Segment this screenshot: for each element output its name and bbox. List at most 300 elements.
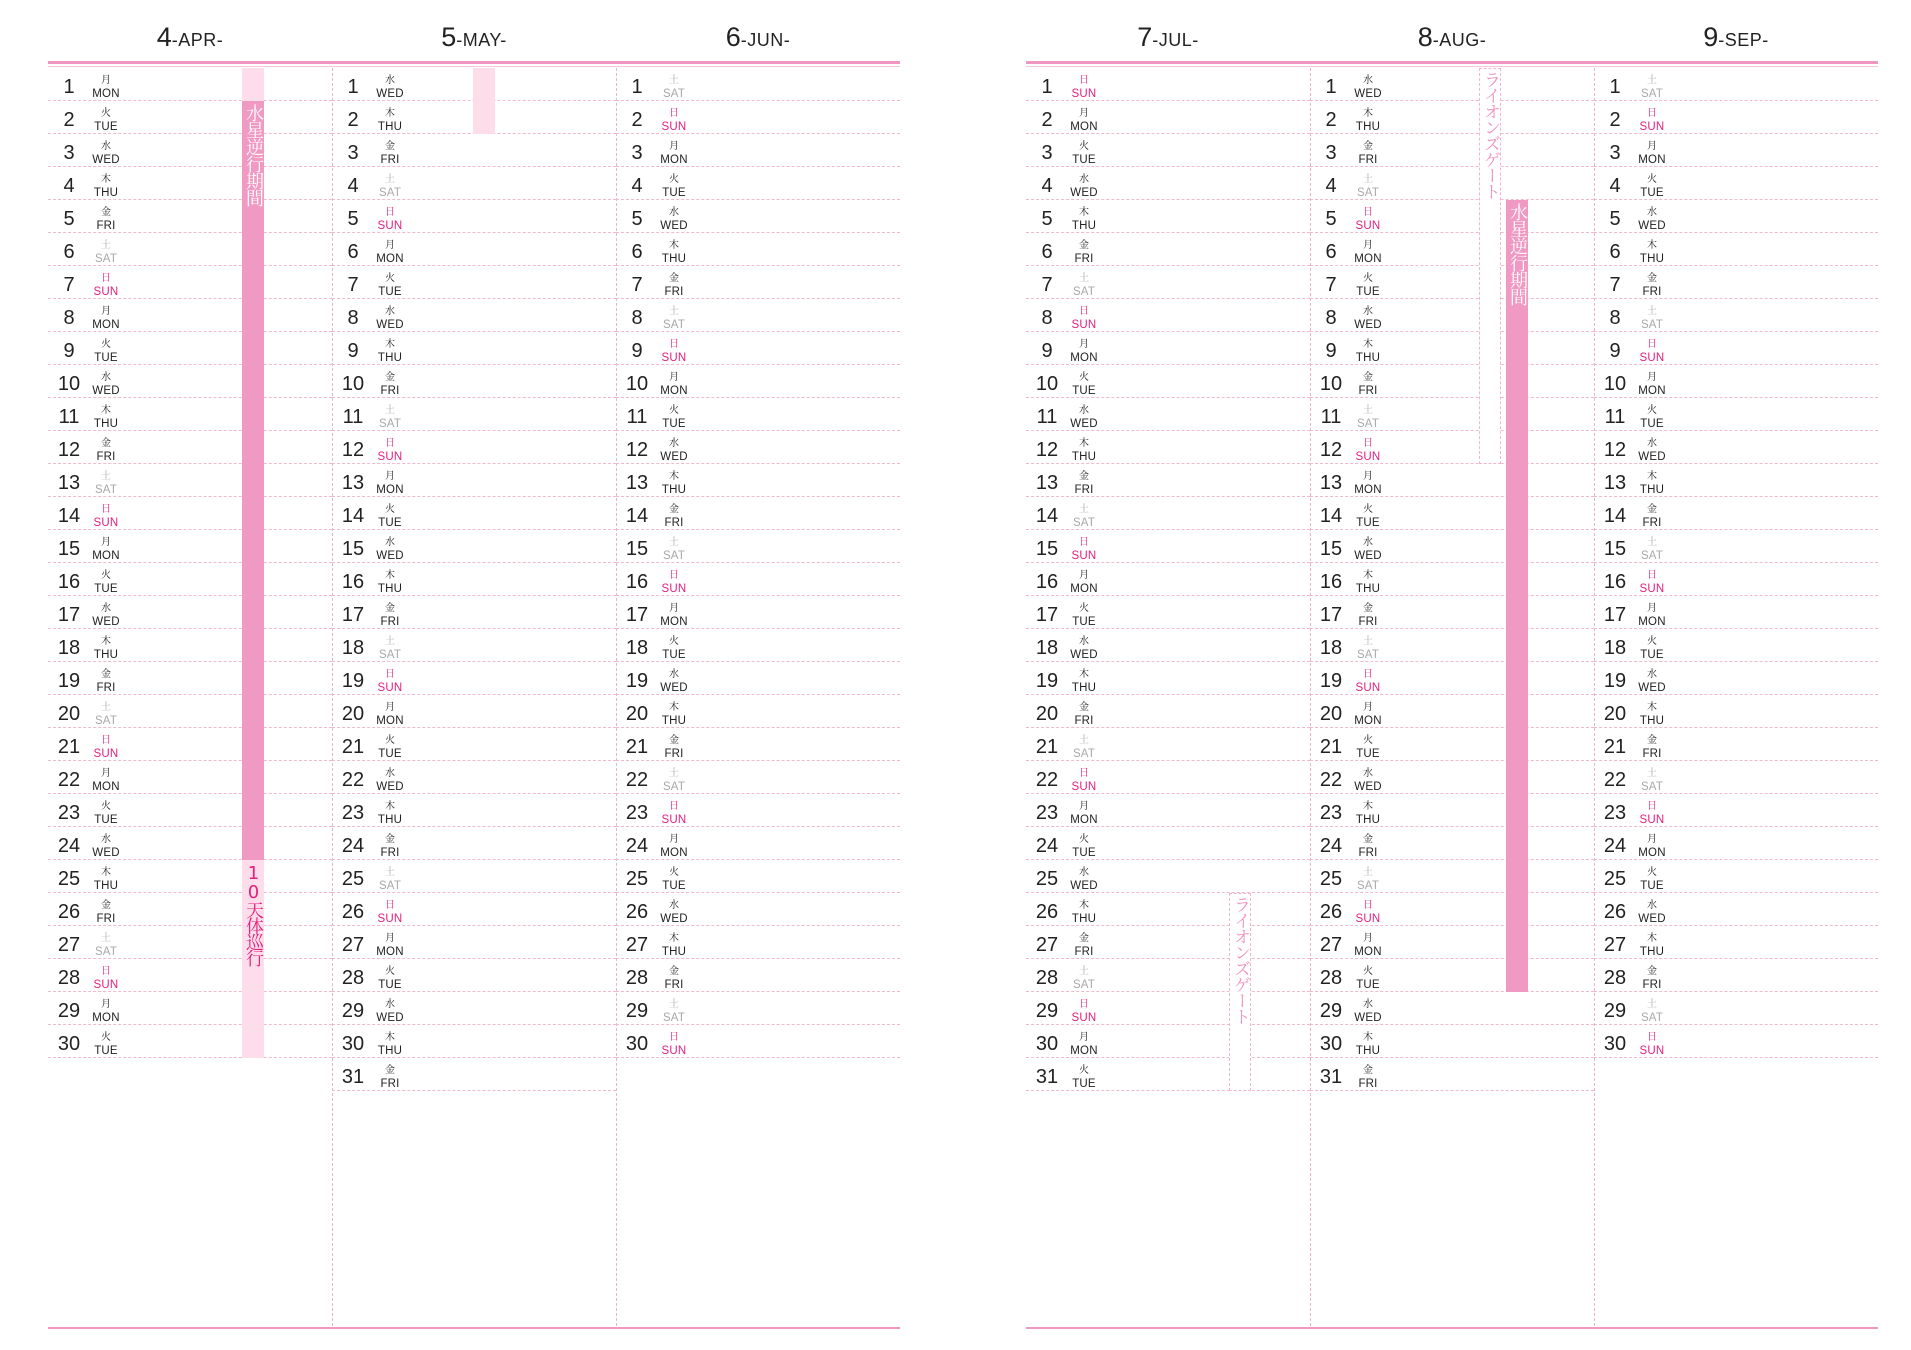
weekday-jp: 火	[1363, 735, 1373, 746]
day-row	[1026, 596, 1310, 629]
weekday-en: FRI	[1358, 1078, 1378, 1090]
weekday-label	[370, 668, 410, 695]
weekday-label	[654, 437, 694, 464]
day-number: 1	[1041, 76, 1053, 98]
weekday-en: WED	[660, 220, 688, 232]
weekday-label	[654, 833, 694, 860]
day-row	[332, 629, 616, 662]
weekday-en: FRI	[380, 616, 400, 628]
month-name: -AUG-	[1432, 30, 1487, 50]
day-row	[1594, 761, 1878, 794]
weekday-en: THU	[1071, 220, 1097, 232]
weekday-jp: 土	[1363, 405, 1373, 416]
day-row	[1310, 464, 1594, 497]
weekday-en: SAT	[1072, 517, 1096, 529]
weekday-en: FRI	[1358, 847, 1378, 859]
day-number: 19	[1035, 670, 1059, 692]
weekday-label	[1632, 1031, 1672, 1058]
weekday-en: TUE	[378, 286, 402, 298]
weekday-en: WED	[660, 682, 688, 694]
day-number: 21	[1319, 736, 1343, 758]
day-row	[1026, 332, 1310, 365]
weekday-jp: 月	[101, 999, 111, 1010]
weekday-label	[86, 74, 126, 101]
weekday-en: FRI	[1642, 748, 1662, 760]
day-row	[1310, 167, 1594, 200]
weekday-label	[1348, 932, 1388, 959]
weekday-en: THU	[1355, 352, 1381, 364]
weekday-jp: 日	[101, 735, 111, 746]
day-number: 18	[341, 637, 365, 659]
weekday-label	[1632, 173, 1672, 200]
weekday-jp: 金	[1363, 141, 1373, 152]
weekday-label	[654, 239, 694, 266]
weekday-label	[1064, 371, 1104, 398]
day-row	[1310, 860, 1594, 893]
day-row	[1594, 794, 1878, 827]
weekday-jp: 土	[669, 768, 679, 779]
weekday-en: THU	[377, 583, 403, 595]
day-number: 12	[341, 439, 365, 461]
weekday-label	[86, 569, 126, 596]
weekday-label	[370, 206, 410, 233]
day-row	[1594, 464, 1878, 497]
weekday-jp: 木	[1079, 207, 1089, 218]
weekday-jp: 日	[1079, 537, 1089, 548]
weekday-en: SUN	[1071, 781, 1097, 793]
day-row	[616, 992, 900, 1025]
day-number: 7	[1609, 274, 1621, 296]
day-number: 21	[341, 736, 365, 758]
weekday-en: TUE	[1640, 649, 1664, 661]
weekday-label	[370, 404, 410, 431]
weekday-en: MON	[1070, 121, 1098, 133]
day-row	[48, 695, 332, 728]
weekday-en: MON	[376, 946, 404, 958]
weekday-label	[370, 701, 410, 728]
day-row	[1310, 1058, 1594, 1091]
weekday-jp: 火	[1079, 834, 1089, 845]
weekday-label	[1632, 74, 1672, 101]
day-number: 29	[57, 1000, 81, 1022]
weekday-label	[1632, 569, 1672, 596]
day-row	[616, 860, 900, 893]
weekday-label	[370, 503, 410, 530]
weekday-label	[1348, 965, 1388, 992]
day-number: 4	[63, 175, 75, 197]
day-row	[1594, 332, 1878, 365]
weekday-jp: 月	[101, 306, 111, 317]
day-number: 27	[341, 934, 365, 956]
day-row	[1026, 101, 1310, 134]
day-number: 16	[341, 571, 365, 593]
weekday-en: MON	[1638, 616, 1666, 628]
weekday-jp: 土	[669, 75, 679, 86]
weekday-label	[370, 173, 410, 200]
footer-rule	[48, 1327, 900, 1329]
day-row	[1026, 299, 1310, 332]
weekday-label	[86, 800, 126, 827]
weekday-label	[1064, 701, 1104, 728]
weekday-jp: 木	[1647, 933, 1657, 944]
weekday-label	[1064, 338, 1104, 365]
day-row	[1594, 893, 1878, 926]
weekday-en: WED	[1070, 418, 1098, 430]
weekday-label	[1064, 107, 1104, 134]
day-number: 15	[341, 538, 365, 560]
weekday-jp: 金	[385, 372, 395, 383]
weekday-jp: 日	[385, 438, 395, 449]
weekday-label	[370, 833, 410, 860]
day-row	[332, 992, 616, 1025]
day-row	[332, 365, 616, 398]
weekday-label	[1632, 866, 1672, 893]
weekday-label	[1064, 734, 1104, 761]
weekday-jp: 月	[101, 75, 111, 86]
weekday-jp: 木	[1079, 669, 1089, 680]
day-number: 8	[1041, 307, 1053, 329]
day-row	[1310, 200, 1594, 233]
day-row	[1310, 1025, 1594, 1058]
weekday-jp: 月	[1079, 801, 1089, 812]
weekday-jp: 月	[669, 141, 679, 152]
weekday-jp: 月	[1079, 570, 1089, 581]
day-row	[48, 596, 332, 629]
weekday-en: SAT	[662, 319, 686, 331]
weekday-label	[1632, 932, 1672, 959]
day-number: 4	[1325, 175, 1337, 197]
weekday-en: MON	[1070, 814, 1098, 826]
day-row	[1310, 761, 1594, 794]
day-number: 4	[631, 175, 643, 197]
weekday-jp: 日	[385, 900, 395, 911]
day-row	[48, 200, 332, 233]
weekday-en: SAT	[1640, 1012, 1664, 1024]
day-number: 22	[1319, 769, 1343, 791]
weekday-jp: 水	[1079, 174, 1089, 185]
day-number: 20	[1035, 703, 1059, 725]
row-divider	[48, 1057, 332, 1058]
day-number: 19	[57, 670, 81, 692]
weekday-en: TUE	[1356, 979, 1380, 991]
day-row	[1310, 530, 1594, 563]
weekday-label	[1348, 140, 1388, 167]
weekday-en: SUN	[377, 913, 403, 925]
day-number: 13	[341, 472, 365, 494]
day-number: 28	[1319, 967, 1343, 989]
day-number: 28	[1035, 967, 1059, 989]
weekday-label	[1064, 1031, 1104, 1058]
weekday-label	[1632, 371, 1672, 398]
weekday-label	[1632, 206, 1672, 233]
day-row	[1026, 959, 1310, 992]
weekday-label	[1348, 536, 1388, 563]
day-number: 30	[1035, 1033, 1059, 1055]
day-number: 2	[1041, 109, 1053, 131]
weekday-label	[1632, 239, 1672, 266]
weekday-label	[86, 272, 126, 299]
weekday-label	[86, 107, 126, 134]
weekday-en: SUN	[1639, 583, 1665, 595]
weekday-en: SAT	[94, 253, 118, 265]
weekday-label	[654, 74, 694, 101]
day-number: 13	[625, 472, 649, 494]
day-row	[1026, 629, 1310, 662]
weekday-label	[1632, 965, 1672, 992]
day-number: 25	[625, 868, 649, 890]
weekday-jp: 木	[669, 702, 679, 713]
weekday-jp: 水	[669, 900, 679, 911]
month-number: 8	[1417, 22, 1433, 52]
weekday-jp: 木	[385, 1032, 395, 1043]
weekday-jp: 金	[385, 141, 395, 152]
weekday-en: WED	[1354, 88, 1382, 100]
month-column-apr	[48, 68, 332, 1058]
weekday-label	[370, 536, 410, 563]
day-number: 22	[57, 769, 81, 791]
weekday-label	[86, 140, 126, 167]
weekday-jp: 日	[385, 669, 395, 680]
weekday-en: SUN	[93, 748, 119, 760]
day-number: 12	[57, 439, 81, 461]
day-row	[616, 926, 900, 959]
weekday-label	[370, 569, 410, 596]
weekday-en: SUN	[1639, 121, 1665, 133]
day-number: 8	[1325, 307, 1337, 329]
weekday-jp: 金	[385, 1065, 395, 1076]
day-number: 6	[1041, 241, 1053, 263]
weekday-en: MON	[660, 154, 688, 166]
day-row	[1026, 365, 1310, 398]
weekday-jp: 木	[669, 240, 679, 251]
day-number: 6	[1325, 241, 1337, 263]
weekday-label	[1064, 239, 1104, 266]
day-row	[332, 596, 616, 629]
weekday-label	[1348, 206, 1388, 233]
day-number: 5	[1041, 208, 1053, 230]
weekday-label	[1064, 503, 1104, 530]
weekday-label	[654, 470, 694, 497]
weekday-label	[1632, 602, 1672, 629]
day-number: 25	[1035, 868, 1059, 890]
header-rule	[48, 61, 900, 64]
day-row	[1594, 101, 1878, 134]
weekday-jp: 日	[1363, 900, 1373, 911]
weekday-jp: 火	[669, 636, 679, 647]
weekday-en: SAT	[662, 1012, 686, 1024]
weekday-label	[1064, 74, 1104, 101]
weekday-en: FRI	[1074, 946, 1094, 958]
day-number: 3	[1325, 142, 1337, 164]
weekday-label	[1348, 701, 1388, 728]
day-number: 16	[1319, 571, 1343, 593]
month-column-jul	[1026, 68, 1310, 1091]
weekday-jp: 金	[101, 438, 111, 449]
weekday-jp: 土	[669, 999, 679, 1010]
weekday-label	[1632, 668, 1672, 695]
weekday-en: FRI	[380, 385, 400, 397]
weekday-jp: 金	[385, 603, 395, 614]
weekday-en: WED	[1638, 682, 1666, 694]
day-row	[1594, 134, 1878, 167]
weekday-jp: 水	[1363, 75, 1373, 86]
weekday-jp: 木	[669, 471, 679, 482]
weekday-label	[86, 635, 126, 662]
weekday-jp: 木	[1079, 900, 1089, 911]
weekday-en: MON	[660, 385, 688, 397]
weekday-jp: 日	[101, 966, 111, 977]
day-number: 11	[1320, 406, 1342, 428]
weekday-en: FRI	[664, 517, 684, 529]
day-number: 17	[625, 604, 649, 626]
day-number: 10	[57, 373, 81, 395]
day-number: 10	[1035, 373, 1059, 395]
weekday-en: THU	[377, 121, 403, 133]
weekday-jp: 月	[385, 471, 395, 482]
weekday-en: SAT	[662, 781, 686, 793]
day-number: 24	[625, 835, 649, 857]
weekday-en: MON	[1070, 1045, 1098, 1057]
day-number: 1	[1325, 76, 1337, 98]
weekday-en: FRI	[380, 847, 400, 859]
weekday-en: SUN	[377, 451, 403, 463]
day-number: 11	[626, 406, 648, 428]
weekday-en: SAT	[378, 880, 402, 892]
day-row	[1594, 926, 1878, 959]
day-row	[1026, 1058, 1310, 1091]
day-number: 13	[57, 472, 81, 494]
weekday-en: TUE	[94, 814, 118, 826]
day-number: 27	[625, 934, 649, 956]
weekday-jp: 日	[1363, 669, 1373, 680]
day-row	[332, 794, 616, 827]
day-number: 25	[341, 868, 365, 890]
weekday-en: TUE	[94, 1045, 118, 1057]
day-number: 26	[625, 901, 649, 923]
day-number: 19	[341, 670, 365, 692]
weekday-jp: 火	[669, 405, 679, 416]
month-number: 7	[1137, 22, 1153, 52]
weekday-label	[1348, 1064, 1388, 1091]
weekday-label	[654, 272, 694, 299]
weekday-label	[1632, 503, 1672, 530]
day-number: 22	[1603, 769, 1627, 791]
weekday-label	[1348, 437, 1388, 464]
day-number: 12	[1035, 439, 1059, 461]
header-rule-thin	[1026, 66, 1878, 67]
day-row	[48, 926, 332, 959]
day-row	[616, 827, 900, 860]
day-row	[332, 497, 616, 530]
weekday-jp: 火	[1079, 603, 1089, 614]
weekday-en: MON	[1354, 715, 1382, 727]
month-number: 9	[1703, 22, 1719, 52]
weekday-jp: 月	[1079, 339, 1089, 350]
weekday-jp: 日	[669, 570, 679, 581]
day-row	[616, 761, 900, 794]
day-row	[332, 530, 616, 563]
weekday-en: SUN	[93, 979, 119, 991]
weekday-jp: 木	[1079, 438, 1089, 449]
weekday-label	[86, 767, 126, 794]
day-row	[332, 563, 616, 596]
month-number: 5	[441, 22, 457, 52]
weekday-en: TUE	[1356, 748, 1380, 760]
day-number: 6	[1609, 241, 1621, 263]
weekday-en: THU	[1639, 715, 1665, 727]
weekday-label	[370, 998, 410, 1025]
weekday-label	[86, 437, 126, 464]
day-number: 20	[1319, 703, 1343, 725]
day-row	[1594, 596, 1878, 629]
day-row	[616, 200, 900, 233]
weekday-label	[370, 74, 410, 101]
weekday-label	[1064, 140, 1104, 167]
weekday-jp: 土	[1647, 75, 1657, 86]
weekday-jp: 水	[1363, 537, 1373, 548]
day-number: 19	[1319, 670, 1343, 692]
weekday-jp: 水	[1079, 405, 1089, 416]
day-number: 18	[1035, 637, 1059, 659]
weekday-jp: 金	[669, 966, 679, 977]
day-row	[48, 398, 332, 431]
weekday-label	[1348, 833, 1388, 860]
weekday-en: SAT	[1356, 187, 1380, 199]
weekday-jp: 水	[1647, 207, 1657, 218]
weekday-en: THU	[1355, 583, 1381, 595]
day-number: 26	[1319, 901, 1343, 923]
weekday-label	[654, 701, 694, 728]
weekday-en: THU	[377, 1045, 403, 1057]
weekday-en: TUE	[1640, 418, 1664, 430]
day-row	[1594, 959, 1878, 992]
month-name: -JUL-	[1152, 30, 1199, 50]
weekday-en: SAT	[1640, 88, 1664, 100]
weekday-jp: 水	[1079, 636, 1089, 647]
weekday-jp: 火	[1079, 1065, 1089, 1076]
day-number: 30	[625, 1033, 649, 1055]
day-row	[332, 695, 616, 728]
weekday-jp: 月	[101, 537, 111, 548]
weekday-en: SUN	[1639, 814, 1665, 826]
day-row	[1026, 992, 1310, 1025]
day-number: 12	[625, 439, 649, 461]
day-row	[1310, 299, 1594, 332]
weekday-jp: 日	[1647, 108, 1657, 119]
weekday-label	[654, 932, 694, 959]
day-number: 17	[1603, 604, 1627, 626]
day-number: 30	[1603, 1033, 1627, 1055]
weekday-label	[1064, 767, 1104, 794]
weekday-label	[1632, 899, 1672, 926]
weekday-jp: 月	[385, 240, 395, 251]
weekday-en: SAT	[662, 88, 686, 100]
weekday-label	[1064, 569, 1104, 596]
weekday-label	[1632, 767, 1672, 794]
day-row	[332, 926, 616, 959]
day-row	[1026, 134, 1310, 167]
weekday-jp: 金	[1647, 504, 1657, 515]
weekday-label	[1348, 272, 1388, 299]
day-row	[1310, 893, 1594, 926]
weekday-label	[654, 800, 694, 827]
weekday-jp: 水	[1363, 999, 1373, 1010]
weekday-label	[1348, 74, 1388, 101]
weekday-jp: 火	[101, 1032, 111, 1043]
day-row	[1594, 497, 1878, 530]
weekday-jp: 金	[1079, 702, 1089, 713]
day-row	[48, 266, 332, 299]
